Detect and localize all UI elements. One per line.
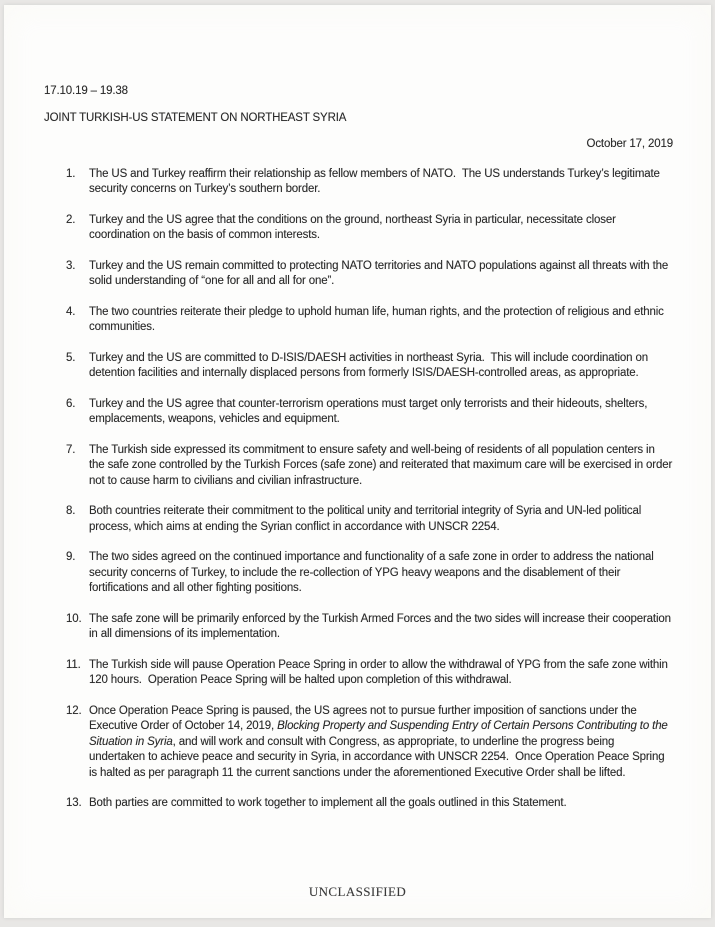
item-text	[89, 259, 673, 290]
classification-footer: UNCLASSIFIED	[308, 884, 407, 899]
item-number: 5.	[66, 351, 76, 364]
statement-item	[66, 213, 673, 244]
item-text-segment: The safe zone will be primarily enforced by the Turkish Armed Forces and the two sides will increase their cooperation in all dimensions of its implementation.	[89, 612, 674, 640]
document-date: October 17, 2019	[586, 138, 673, 150]
item-text-segment: Turkey and the US are committed to D-ISIS/DAESH activities in northeast Syria. This will include coordination on detention facilities and internally displaced persons from formerly ISIS/DAESH-controlled areas, as appropriate.	[89, 351, 651, 379]
statement-item	[66, 658, 673, 689]
item-text	[89, 213, 673, 244]
item-number: 2.	[66, 213, 76, 226]
item-text-segment: The two sides agreed on the continued importance and functionality of a safe zone in order to address the national security concerns of Turkey, to include the re-collection of YPG heavy weapons and the disablement of their fortifications and all other fighting positions.	[89, 551, 657, 594]
item-text	[89, 704, 673, 782]
item-text-segment: The Turkish side will pause Operation Peace Spring in order to allow the withdrawal of YPG from the safe zone within 120 hours. Operation Peace Spring will be halted upon completion of this withdrawal.	[89, 658, 671, 686]
item-number: 9.	[66, 551, 76, 563]
statement-item	[66, 443, 676, 490]
item-text	[89, 397, 673, 428]
item-text-segment: The two countries reiterate their pledge to uphold human life, human rights, and the protection of religious and ethnic communities.	[89, 305, 667, 333]
document-content	[44, 84, 676, 827]
item-number: 11.	[66, 658, 81, 671]
item-number: 13.	[66, 797, 82, 809]
item-text	[89, 305, 673, 336]
item-text-segment: Both countries reiterate their commitment to the political unity and territorial integrity of Syria and UN-led political process, which aims at ending the Syrian conflict in accordance with UNSCR 2254.	[89, 505, 645, 533]
item-number: 7.	[66, 443, 76, 456]
item-text	[89, 612, 673, 643]
item-number: 6.	[66, 397, 76, 410]
item-text	[89, 658, 673, 689]
statement-item	[66, 504, 673, 535]
item-text-segment: , and will work and consult with Congress, as appropriate, to underline the progress being undertaken to achieve peace and security in Syria, in accordance with UNSCR 2254. Once Operation Peace Spring is halted as per paragraph 11 the current sanctions under the aforementioned Executive Order shall be lifted.	[89, 735, 668, 779]
item-number: 3.	[66, 259, 76, 272]
statement-item	[66, 704, 673, 782]
statement-item	[66, 397, 673, 428]
item-number: 12.	[66, 704, 82, 717]
item-text-segment: Turkey and the US agree that counter-terrorism operations must target only terrorists and their hideouts, shelters, emplacements, weapons, vehicles and equipment.	[89, 397, 651, 425]
statement-list	[44, 167, 676, 812]
item-text-segment: Turkey and the US agree that the conditions on the ground, northeast Syria in particular, necessitate closer coordination on the basis of common interests.	[89, 213, 619, 241]
item-text-segment: Both parties are committed to work together to implement all the goals outlined in this Statement.	[89, 797, 567, 809]
document-page	[4, 5, 711, 918]
statement-item	[66, 167, 673, 198]
document-title: JOINT TURKISH-US STATEMENT ON NORTHEAST SYRIA	[44, 111, 347, 124]
item-text	[89, 167, 673, 198]
item-number: 10.	[66, 612, 82, 625]
item-number: 8.	[66, 505, 76, 517]
document-timestamp: 17.10.19 – 19.38	[44, 85, 128, 97]
item-text	[89, 443, 676, 490]
statement-item	[66, 305, 673, 336]
item-text	[89, 550, 673, 597]
item-text-segment: The US and Turkey reaffirm their relationship as fellow members of NATO. The US understands Turkey’s legitimate security concerns on Turkey’s southern border.	[89, 167, 663, 195]
item-number: 1.	[66, 167, 76, 180]
item-text	[89, 796, 673, 812]
item-text-segment: Turkey and the US remain committed to protecting NATO territories and NATO populations against all threats with the solid understanding of “one for all and all for one”.	[89, 259, 672, 287]
item-text	[89, 351, 673, 382]
statement-item	[66, 550, 673, 597]
item-number: 4.	[66, 305, 76, 318]
statement-item	[66, 351, 673, 382]
statement-item	[66, 796, 673, 812]
item-text-segment: The Turkish side expressed its commitment to ensure safety and well-being of residents of all population centers in the safe zone controlled by the Turkish Forces (safe zone) and reiterated that maximum care will be exercised in order not to cause harm to civilians and civilian infrastructure.	[89, 443, 676, 487]
item-text	[89, 504, 673, 535]
item-text-segment: Once Operation Peace Spring is paused, the US agrees not to pursue further imposition of sanctions under the Executive Order of October 14, 2019,	[89, 704, 640, 732]
item-text-italic-segment: Blocking Property and Suspending Entry of Certain Persons Contributing to the Situation in Syria	[89, 720, 671, 748]
statement-item	[66, 612, 673, 643]
statement-item	[66, 259, 673, 290]
